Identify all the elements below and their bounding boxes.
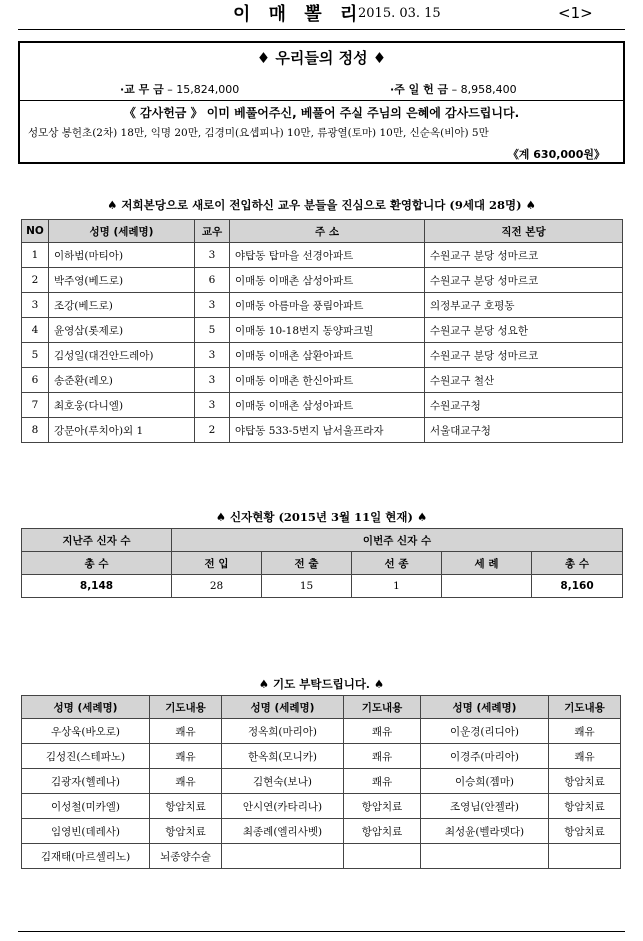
row-address: 이매동 이매촌 삼환아파트 [230,343,425,368]
prayer-intention-cell: 쾌유 [344,719,421,744]
row-no: 1 [22,243,49,268]
row-name: 강문아(루치아)외 1 [49,418,195,443]
row-no: 4 [22,318,49,343]
row-address: 이매동 이매촌 삼성아파트 [230,393,425,418]
row-address: 이매동 10-18번지 동양파크빌 [230,318,425,343]
row-address: 이매동 이매촌 삼성아파트 [230,268,425,293]
prayer-intention-cell: 쾌유 [344,744,421,769]
table-row [22,368,623,393]
prayer-name-cell: 안시연(카타리나) [222,794,344,819]
prayer-name-cell [222,844,344,869]
offering-box [18,41,625,164]
col-prayer-2: 기도내용 [344,696,421,719]
offering-title: ♦ 우리들의 정성 ♦ [256,49,387,67]
row-previous-parish: 서울대교구청 [425,418,623,443]
prayer-intention-cell: 항암치료 [549,769,621,794]
prayer-intention-cell: 쾌유 [344,769,421,794]
table-header-row [22,529,623,552]
prayer-intention-cell: 쾌유 [549,719,621,744]
col-deceased: 선 종 [352,552,442,575]
row-no: 6 [22,368,49,393]
prayer-name-cell: 조영님(안젤라) [421,794,549,819]
last-total-label: 총 수 [22,552,172,575]
table-header-row [22,696,621,719]
believers-title: ♠ 신자현황 (2015년 3월 11일 현재) ♠ [215,510,428,524]
prayer-name-cell: 한옥희(모니카) [222,744,344,769]
prayer-title: ♠ 기도 부탁드립니다. ♠ [258,677,385,691]
prayer-intention-cell: 쾌유 [549,744,621,769]
row-previous-parish: 수원교구 분당 성마르코 [425,243,623,268]
bottom-rule [18,931,625,932]
prayer-name-cell: 우상욱(바오로) [22,719,150,744]
table-row [22,393,623,418]
box-divider [20,100,623,101]
row-previous-parish: 수원교구청 [425,393,623,418]
table-row [22,268,623,293]
table-row [22,575,623,598]
deceased-value: 1 [352,575,442,598]
table-row [22,819,621,844]
prayer-name-cell: 임영빈(데레사) [22,819,150,844]
prayer-intention-cell [344,844,421,869]
row-no: 8 [22,418,49,443]
prayer-name-cell: 김광자(헬레나) [22,769,150,794]
table-header-row [22,552,623,575]
row-no: 7 [22,393,49,418]
prayer-intention-cell: 항암치료 [150,819,222,844]
bulletin-date: 2015. 03. 15 [358,6,441,21]
table-header-row [22,220,623,243]
col-members: 교우 [195,220,230,243]
row-no: 2 [22,268,49,293]
row-address: 야탑동 탑마을 선경아파트 [230,243,425,268]
row-no: 5 [22,343,49,368]
row-name: 윤영삼(롯제로) [49,318,195,343]
prayer-intention-cell: 항암치료 [549,794,621,819]
prayer-intention-cell [549,844,621,869]
prayer-name-cell [421,844,549,869]
believers-table [21,528,623,598]
row-members: 3 [195,393,230,418]
sunday-offering-value: – 8,958,400 [451,83,517,96]
col-name-1: 성명 (세례명) [22,696,150,719]
col-address: 주 소 [230,220,425,243]
row-previous-parish: 수원교구 분당 성마르코 [425,268,623,293]
table-row [22,794,621,819]
row-address: 이매동 아름마을 풍림아파트 [230,293,425,318]
table-row [22,293,623,318]
row-members: 3 [195,368,230,393]
row-members: 3 [195,343,230,368]
prayer-name-cell: 김재태(마르셀리노) [22,844,150,869]
newcomers-table [21,219,623,443]
this-week-total: 8,160 [532,575,623,598]
row-address: 이매동 이매촌 한신아파트 [230,368,425,393]
table-row [22,844,621,869]
sunday-offering-label: ·주 일 헌 금 [390,83,449,96]
table-row [22,719,621,744]
prayer-table [21,695,621,869]
row-members: 6 [195,268,230,293]
prayer-name-cell: 이성철(미카엘) [22,794,150,819]
prayer-name-cell: 최종례(엘리사벳) [222,819,344,844]
prayer-name-cell: 이운경(리디아) [421,719,549,744]
row-members: 3 [195,293,230,318]
parish-dues [120,81,239,97]
row-name: 이하범(마티아) [49,243,195,268]
parish-dues-label: ·교 무 금 [120,83,164,96]
page-number: <1> [558,4,593,22]
table-row [22,769,621,794]
baptism-value [442,575,532,598]
row-address: 야탑동 533-5번지 남서울프라자 [230,418,425,443]
prayer-intention-cell: 항암치료 [549,819,621,844]
col-prayer-1: 기도내용 [150,696,222,719]
row-previous-parish: 수원교구 분당 성마르코 [425,343,623,368]
col-name: 성명 (세례명) [49,220,195,243]
row-name: 최호웅(다니엘) [49,393,195,418]
row-members: 2 [195,418,230,443]
prayer-intention-cell: 항암치료 [344,819,421,844]
thanks-list: 성모상 봉헌초(2차) 18만, 익명 20만, 김경미(요셉피나) 10만, 류광열(토마) 10만, 신순옥(비아) 5만 [28,127,489,139]
row-name: 김성일(대건안드레아) [49,343,195,368]
this-week-label: 이번주 신자 수 [172,529,623,552]
table-row [22,243,623,268]
col-prayer-3: 기도내용 [549,696,621,719]
row-name: 조강(베드로) [49,293,195,318]
table-row [22,418,623,443]
row-name: 송준환(레오) [49,368,195,393]
moved-out-value: 15 [262,575,352,598]
prayer-name-cell: 김성진(스테파노) [22,744,150,769]
bulletin-title: 이 매 뽈 리 [233,4,364,25]
prayer-name-cell: 김현숙(보나) [222,769,344,794]
row-name: 박주영(베드로) [49,268,195,293]
col-moved-in: 전 입 [172,552,262,575]
prayer-name-cell: 이경주(마리아) [421,744,549,769]
row-members: 3 [195,243,230,268]
thanks-total: 《계 630,000원》 [507,148,605,161]
row-previous-parish: 의정부교구 호평동 [425,293,623,318]
parish-dues-value: – 15,824,000 [167,83,240,96]
row-previous-parish: 수원교구 철산 [425,368,623,393]
col-no: NO [22,220,49,243]
table-row [22,744,621,769]
row-members: 5 [195,318,230,343]
prayer-intention-cell: 쾌유 [150,719,222,744]
table-row [22,318,623,343]
col-previous-parish: 직전 본당 [425,220,623,243]
this-total-label: 총 수 [532,552,623,575]
prayer-intention-cell: 항암치료 [150,794,222,819]
prayer-intention-cell: 쾌유 [150,769,222,794]
table-row [22,343,623,368]
prayer-name-cell: 최성윤(벨라뎃다) [421,819,549,844]
col-moved-out: 전 출 [262,552,352,575]
col-name-2: 성명 (세례명) [222,696,344,719]
thanks-heading: 《 감사헌금 》 이미 베풀어주신, 베풀어 주실 주님의 은혜에 감사드립니다. [123,106,520,120]
newcomers-title: ♠ 저희본당으로 새로이 전입하신 교우 분들을 진심으로 환영합니다 (9세대 28명) ♠ [107,198,536,212]
prayer-intention-cell: 쾌유 [150,744,222,769]
prayer-intention-cell: 항암치료 [344,794,421,819]
page-header [18,0,625,30]
sunday-offering [390,81,517,97]
col-name-3: 성명 (세례명) [421,696,549,719]
prayer-name-cell: 이승희(젬마) [421,769,549,794]
offering-amounts [20,80,623,100]
prayer-intention-cell: 뇌종양수술 [150,844,222,869]
col-baptism: 세 례 [442,552,532,575]
last-week-total: 8,148 [22,575,172,598]
last-week-label: 지난주 신자 수 [22,529,172,552]
moved-in-value: 28 [172,575,262,598]
row-no: 3 [22,293,49,318]
row-previous-parish: 수원교구 분당 성요한 [425,318,623,343]
prayer-name-cell: 정옥희(마리아) [222,719,344,744]
